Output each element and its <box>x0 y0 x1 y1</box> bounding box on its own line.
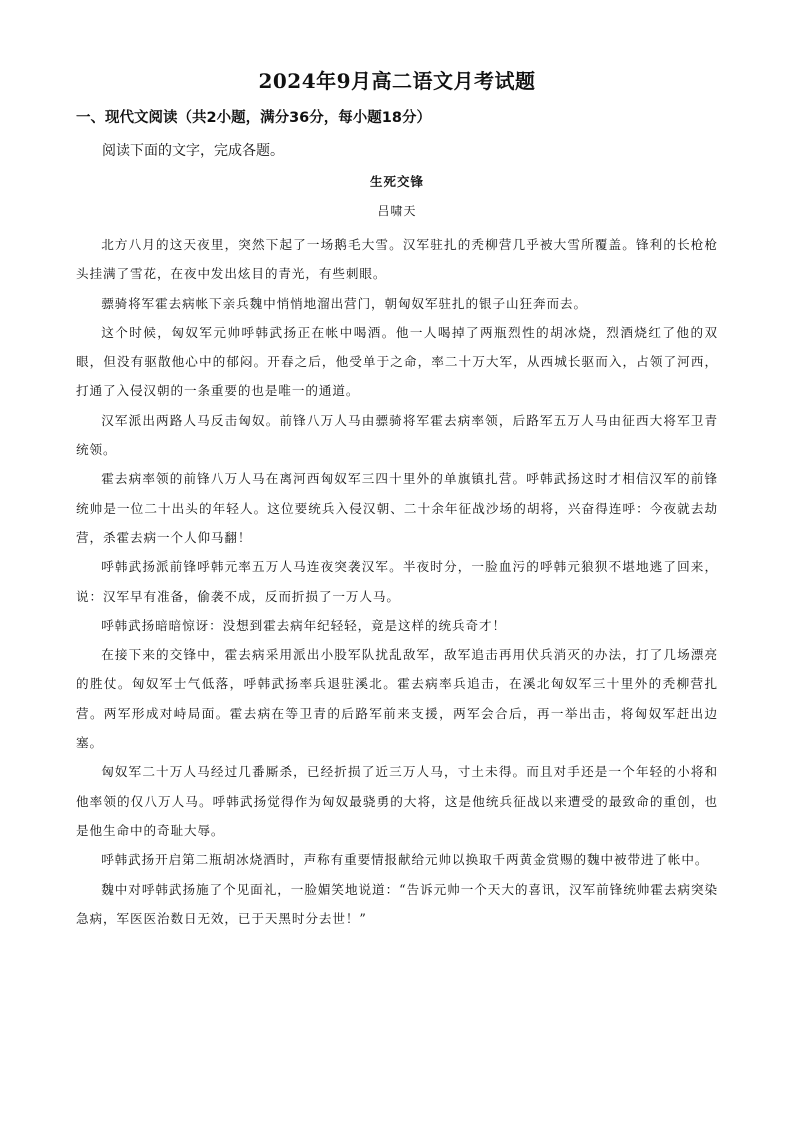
story-paragraph: 霍去病率领的前锋八万人马在离河西匈奴军三四十里外的单旗镇扎营。呼韩武扬这时才相信汉军的前锋统帅是一位二十出头的年轻人。这位要统兵入侵汉朝、二十余年征战沙场的胡将，兴奋得连呼：今夜就去劫营，杀霍去病一个人仰马翻！ <box>76 471 718 545</box>
story-paragraph: 呼韩武扬派前锋呼韩元率五万人马连夜突袭汉军。半夜时分，一脸血污的呼韩元狼狈不堪地逃了回来，说：汉军早有准备，偷袭不成，反而折损了一万人马。 <box>76 559 718 604</box>
story-paragraph: 骠骑将军霍去病帐下亲兵魏中悄悄地溜出营门，朝匈奴军驻扎的银子山狂奔而去。 <box>101 295 587 311</box>
story-paragraph: 呼韩武扬开启第二瓶胡冰烧酒时，声称有重要情报献给元帅以换取千两黄金赏赐的魏中被带进了帐中。 <box>101 852 709 868</box>
story-body <box>76 230 718 933</box>
story-paragraph: 魏中对呼韩武扬施了个见面礼，一脸媚笑地说道：“告诉元帅一个天大的喜讯，汉军前锋统帅霍去病突染急病，军医医治数日无效，已于天黑时分去世！” <box>76 881 718 926</box>
story-paragraph: 这个时候，匈奴军元帅呼韩武扬正在帐中喝酒。他一人喝掉了两瓶烈性的胡冰烧，烈酒烧红了他的双眼，但没有驱散他心中的郁闷。开春之后，他受单于之命，率二十万大军，从西城长驱而入，占领了河西，打通了入侵汉朝的一条重要的也是唯一的通道。 <box>76 324 718 399</box>
story-paragraph: 呼韩武扬暗暗惊讶：没想到霍去病年纪轻轻，竟是这样的统兵奇才！ <box>101 617 506 633</box>
story-paragraph: 汉军派出两路人马反击匈奴。前锋八万人马由骠骑将军霍去病率领，后路军五万人马由征西大将军卫青统领。 <box>76 412 718 458</box>
section-heading: 一、现代文阅读（共2小题，满分36分，每小题18分） <box>76 110 431 126</box>
reading-instruction: 阅读下面的文字，完成各题。 <box>102 143 284 159</box>
story-paragraph: 北方八月的这天夜里，突然下起了一场鹅毛大雪。汉军驻扎的秃柳营几乎被大雪所覆盖。锋利的长枪枪头挂满了雪花，在夜中发出炫目的青光，有些刺眼。 <box>76 237 718 282</box>
story-paragraph: 匈奴军二十万人马经过几番厮杀，已经折损了近三万人马，寸土未得。而且对手还是一个年轻的小将和他率领的仅八万人马。呼韩武扬觉得作为匈奴最骁勇的大将，这是他统兵征战以来遭受的最致命的重创，也是他生命中的奇耻大辱。 <box>76 764 718 838</box>
story-title: 生死交锋 <box>369 174 424 189</box>
document-title: 2024年9月高二语文月考试题 <box>258 69 536 93</box>
story-paragraph: 在接下来的交锋中，霍去病采用派出小股军队扰乱敌军，敌军追击再用伏兵消灭的办法，打了几场漂亮的胜仗。匈奴军士气低落，呼韩武扬率兵退驻溪北。霍去病率兵追击，在溪北匈奴军三十里外的秃柳营扎营。两军形成对峙局面。霍去病在等卫青的后路军前来支援，两军会合后，再一举出击，将匈奴军赶出边塞。 <box>76 647 718 751</box>
story-author: 吕啸天 <box>377 204 417 218</box>
